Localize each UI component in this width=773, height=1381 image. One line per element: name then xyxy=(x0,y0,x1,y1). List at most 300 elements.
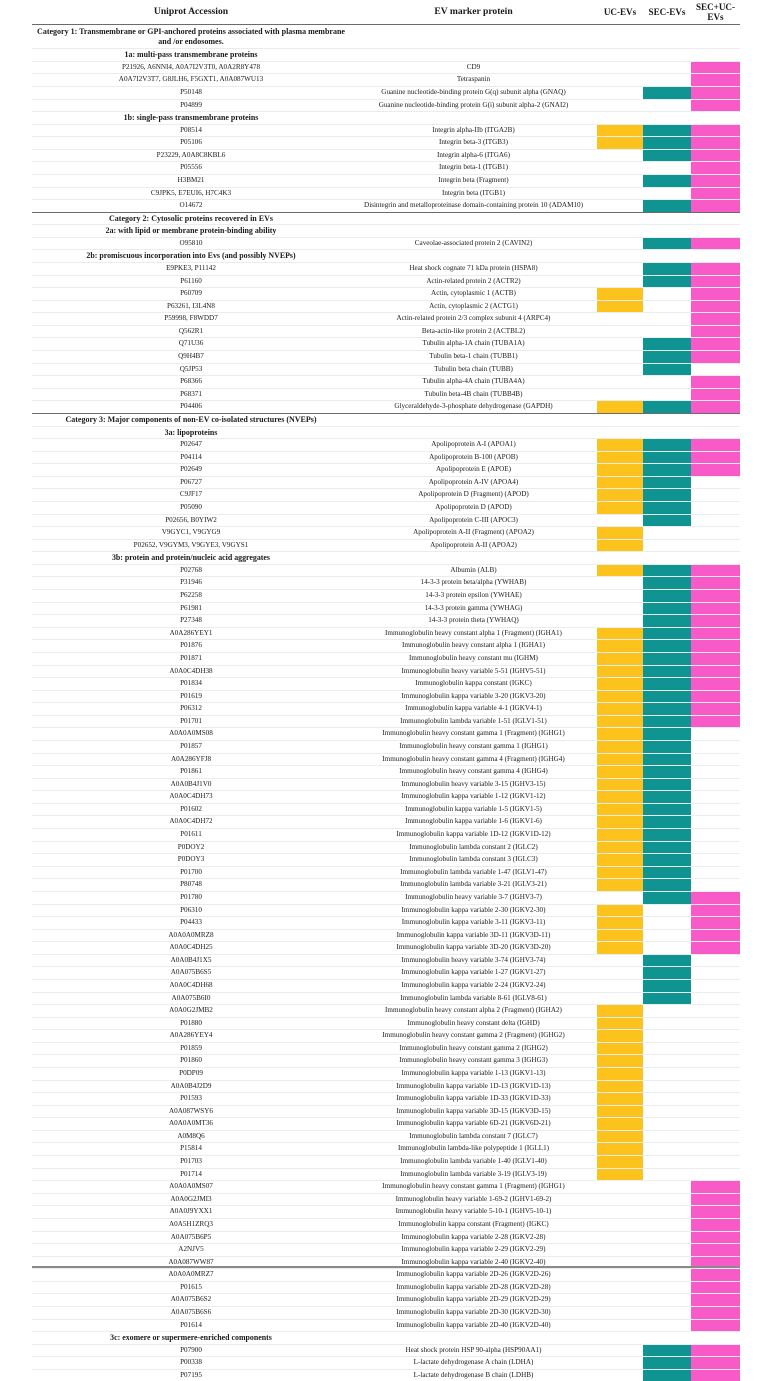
cell-sec-uc-evs-marker xyxy=(691,1319,740,1332)
cell-ev-marker-protein: Actin-related protein 2 (ACTR2) xyxy=(350,275,597,288)
cell-uniprot-accession: P02649 xyxy=(32,464,350,477)
cell-uc-evs-marker xyxy=(597,514,643,527)
cell-uniprot-accession: A0A0C4DH73 xyxy=(32,791,350,804)
cell-uniprot-accession: P27348 xyxy=(32,615,350,628)
cell-sec-uc-evs-marker xyxy=(691,99,740,112)
cell-uniprot-accession: A0A0B4J1V0 xyxy=(32,778,350,791)
table-row xyxy=(32,703,740,716)
cell-uc-evs-marker xyxy=(597,1042,643,1055)
cell-uc-evs-marker xyxy=(597,338,643,351)
cell-sec-uc-evs-marker xyxy=(691,879,740,892)
cell-ev-marker-protein: Immunoglobulin kappa variable 6D-21 (IGKV6D-21) xyxy=(350,1118,597,1131)
cell-ev-marker-protein: Immunoglobulin heavy constant gamma 2 (Fragment) (IGHG2) xyxy=(350,1030,597,1043)
cell-sec-uc-evs-marker xyxy=(691,137,740,150)
cell-sec-evs-marker xyxy=(643,413,691,426)
cell-ev-marker-protein: Immunoglobulin kappa variable 1-5 (IGKV1-5) xyxy=(350,803,597,816)
cell-uniprot-accession: A0A286YFJ8 xyxy=(32,753,350,766)
cell-uniprot-accession: P23229, A0A8C8KBL6 xyxy=(32,149,350,162)
table-row xyxy=(32,514,740,527)
cell-uniprot-accession: H3BM21 xyxy=(32,174,350,187)
cell-ev-marker-protein: Heat shock cognate 71 kDa protein (HSPA8) xyxy=(350,263,597,276)
table-row xyxy=(32,1294,740,1307)
cell-sec-uc-evs-marker xyxy=(691,514,740,527)
cell-ev-marker-protein: Apolipoprotein A-II (APOA2) xyxy=(350,539,597,552)
cell-ev-marker-protein: Immunoglobulin heavy constant delta (IGHD) xyxy=(350,1017,597,1030)
cell-sec-uc-evs-marker xyxy=(691,1181,740,1194)
cell-ev-marker-protein xyxy=(350,212,597,225)
cell-uc-evs-marker xyxy=(597,250,643,263)
table-row xyxy=(32,99,740,112)
cell-uc-evs-marker xyxy=(597,1093,643,1106)
cell-uc-evs-marker xyxy=(597,49,643,62)
cell-ev-marker-protein xyxy=(350,413,597,426)
table-row xyxy=(32,187,740,200)
cell-sec-uc-evs-marker xyxy=(691,1143,740,1156)
table-row xyxy=(32,313,740,326)
cell-sec-evs-marker xyxy=(643,363,691,376)
cell-ev-marker-protein: Immunoglobulin kappa variable 2D-40 (IGKV2D-40) xyxy=(350,1319,597,1332)
cell-sec-evs-marker xyxy=(643,1105,691,1118)
cell-uc-evs-marker xyxy=(597,1143,643,1156)
cell-sec-uc-evs-marker xyxy=(691,363,740,376)
subcategory-header-row xyxy=(32,426,740,439)
cell-uniprot-accession: A0A075B6S5 xyxy=(32,967,350,980)
cell-uc-evs-marker xyxy=(597,615,643,628)
cell-sec-uc-evs-marker xyxy=(691,250,740,263)
cell-sec-uc-evs-marker xyxy=(691,803,740,816)
cell-uc-evs-marker xyxy=(597,791,643,804)
cell-sec-evs-marker xyxy=(643,1181,691,1194)
cell-sec-uc-evs-marker xyxy=(691,275,740,288)
table-row xyxy=(32,1130,740,1143)
cell-ev-marker-protein xyxy=(350,49,597,62)
cell-sec-uc-evs-marker xyxy=(691,539,740,552)
table-row xyxy=(32,917,740,930)
cell-uc-evs-marker xyxy=(597,124,643,137)
cell-uc-evs-marker xyxy=(597,351,643,364)
cell-sec-evs-marker xyxy=(643,1068,691,1081)
cell-ev-marker-protein: Immunoglobulin kappa constant (IGKC) xyxy=(350,678,597,691)
cell-uniprot-accession: A0A0J9YXX1 xyxy=(32,1206,350,1219)
cell-sec-evs-marker xyxy=(643,1206,691,1219)
table-row xyxy=(32,174,740,187)
table-row xyxy=(32,376,740,389)
cell-sec-evs-marker xyxy=(643,1231,691,1244)
cell-uc-evs-marker xyxy=(597,627,643,640)
cell-uniprot-accession: A0A7I2V3T7, G8JLH6, F5GXT1, A0A087WU13 xyxy=(32,74,350,87)
cell-sec-evs-marker xyxy=(643,1281,691,1294)
table-row xyxy=(32,288,740,301)
table-row xyxy=(32,363,740,376)
table-row xyxy=(32,854,740,867)
cell-sec-evs-marker xyxy=(643,275,691,288)
table-row xyxy=(32,1030,740,1043)
table-row xyxy=(32,539,740,552)
cell-ev-marker-protein: 14-3-3 protein gamma (YWHAG) xyxy=(350,602,597,615)
cell-sec-evs-marker xyxy=(643,86,691,99)
cell-uniprot-accession: P01859 xyxy=(32,1042,350,1055)
cell-sec-evs-marker xyxy=(643,174,691,187)
cell-sec-evs-marker xyxy=(643,803,691,816)
cell-uc-evs-marker xyxy=(597,174,643,187)
cell-uc-evs-marker xyxy=(597,376,643,389)
cell-sec-evs-marker xyxy=(643,627,691,640)
table-row xyxy=(32,715,740,728)
cell-sec-evs-marker xyxy=(643,1130,691,1143)
cell-uniprot-accession: A0A0A0MRZ8 xyxy=(32,929,350,942)
cell-uc-evs-marker xyxy=(597,275,643,288)
cell-uc-evs-marker xyxy=(597,640,643,653)
cell-sec-uc-evs-marker xyxy=(691,388,740,401)
table-row xyxy=(32,388,740,401)
cell-sec-uc-evs-marker xyxy=(691,112,740,125)
cell-uniprot-accession: O95810 xyxy=(32,237,350,250)
cell-uniprot-accession: P05556 xyxy=(32,162,350,175)
cell-sec-uc-evs-marker xyxy=(691,942,740,955)
cell-sec-uc-evs-marker xyxy=(691,263,740,276)
cell-uc-evs-marker xyxy=(597,690,643,703)
cell-sec-evs-marker xyxy=(643,829,691,842)
table-row xyxy=(32,1068,740,1081)
table-row xyxy=(32,162,740,175)
cell-ev-marker-protein: Immunoglobulin lambda variable 8-61 (IGLV8-61) xyxy=(350,992,597,1005)
cell-uc-evs-marker xyxy=(597,1156,643,1169)
cell-uc-evs-marker xyxy=(597,99,643,112)
table-row xyxy=(32,401,740,414)
cell-uc-evs-marker xyxy=(597,917,643,930)
table-row xyxy=(32,967,740,980)
cell-sec-evs-marker xyxy=(643,690,691,703)
table-row xyxy=(32,351,740,364)
subcategory-header-row xyxy=(32,552,740,565)
cell-sec-evs-marker xyxy=(643,112,691,125)
cell-sec-uc-evs-marker xyxy=(691,351,740,364)
cell-sec-evs-marker xyxy=(643,137,691,150)
cell-ev-marker-protein: Immunoglobulin kappa variable 3D-20 (IGKV3D-20) xyxy=(350,942,597,955)
section-label: 3b: protein and protein/nucleic acid aggregates xyxy=(32,552,350,565)
cell-uniprot-accession: A0A0G2JMI3 xyxy=(32,1193,350,1206)
cell-uc-evs-marker xyxy=(597,86,643,99)
table-row xyxy=(32,263,740,276)
cell-sec-evs-marker xyxy=(643,388,691,401)
cell-sec-uc-evs-marker xyxy=(691,665,740,678)
cell-ev-marker-protein: Tubulin beta-1 chain (TUBB1) xyxy=(350,351,597,364)
cell-ev-marker-protein: Tubulin alpha-4A chain (TUBA4A) xyxy=(350,376,597,389)
cell-sec-evs-marker xyxy=(643,1143,691,1156)
cell-sec-uc-evs-marker xyxy=(691,602,740,615)
table-row xyxy=(32,237,740,250)
cell-ev-marker-protein: Immunoglobulin lambda variable 3-21 (IGLV3-21) xyxy=(350,879,597,892)
table-row xyxy=(32,325,740,338)
subcategory-header-row xyxy=(32,112,740,125)
cell-uniprot-accession: A0A0A0MT36 xyxy=(32,1118,350,1131)
table-row xyxy=(32,1118,740,1131)
cell-uniprot-accession: P01615 xyxy=(32,1281,350,1294)
column-header-ev-marker-protein: EV marker protein xyxy=(350,0,597,25)
cell-sec-evs-marker xyxy=(643,401,691,414)
cell-uc-evs-marker xyxy=(597,766,643,779)
section-label: Category 2: Cytosolic proteins recovered in EVs xyxy=(32,212,350,225)
column-header-uniprot-accession: Uniprot Accession xyxy=(32,0,350,25)
cell-uniprot-accession: A0A5H1ZRQ3 xyxy=(32,1218,350,1231)
table-row xyxy=(32,1218,740,1231)
cell-uc-evs-marker xyxy=(597,1332,643,1345)
cell-sec-uc-evs-marker xyxy=(691,1218,740,1231)
cell-uc-evs-marker xyxy=(597,879,643,892)
cell-sec-evs-marker xyxy=(643,577,691,590)
cell-ev-marker-protein: Immunoglobulin heavy variable 5-10-1 (IGHV5-10-1) xyxy=(350,1206,597,1219)
table-row xyxy=(32,640,740,653)
cell-sec-evs-marker xyxy=(643,841,691,854)
table-row xyxy=(32,1168,740,1181)
cell-ev-marker-protein xyxy=(350,552,597,565)
cell-uc-evs-marker xyxy=(597,678,643,691)
table-row xyxy=(32,690,740,703)
cell-sec-evs-marker xyxy=(643,1193,691,1206)
cell-sec-evs-marker xyxy=(643,1168,691,1181)
cell-sec-uc-evs-marker xyxy=(691,401,740,414)
cell-ev-marker-protein: Immunoglobulin kappa variable 3-20 (IGKV3-20) xyxy=(350,690,597,703)
cell-ev-marker-protein: Integrin alpha-6 (ITGA6) xyxy=(350,149,597,162)
cell-ev-marker-protein: Immunoglobulin heavy constant alpha 2 (Fragment) (IGHA2) xyxy=(350,1005,597,1018)
table-row xyxy=(32,1319,740,1332)
cell-uniprot-accession: P01834 xyxy=(32,678,350,691)
cell-uniprot-accession: A0A087WW87 xyxy=(32,1256,350,1269)
cell-uniprot-accession: P01871 xyxy=(32,652,350,665)
cell-uniprot-accession: A0A0B4J2D9 xyxy=(32,1080,350,1093)
cell-ev-marker-protein: Immunoglobulin lambda constant 3 (IGLC3) xyxy=(350,854,597,867)
cell-uc-evs-marker xyxy=(597,1030,643,1043)
cell-sec-uc-evs-marker xyxy=(691,1030,740,1043)
cell-uniprot-accession: E9PKE3, P11142 xyxy=(32,263,350,276)
cell-ev-marker-protein: Immunoglobulin lambda variable 1-51 (IGLV1-51) xyxy=(350,715,597,728)
cell-ev-marker-protein: Apolipoprotein B-100 (APOB) xyxy=(350,451,597,464)
cell-sec-evs-marker xyxy=(643,439,691,452)
cell-uniprot-accession: P80748 xyxy=(32,879,350,892)
cell-ev-marker-protein: Immunoglobulin kappa variable 2D-26 (IGKV2D-26) xyxy=(350,1269,597,1282)
cell-uniprot-accession: P07195 xyxy=(32,1369,350,1381)
cell-uc-evs-marker xyxy=(597,841,643,854)
table-row xyxy=(32,275,740,288)
column-header-sec-evs: SEC-EVs xyxy=(643,0,691,25)
cell-uc-evs-marker xyxy=(597,967,643,980)
table-row xyxy=(32,451,740,464)
cell-sec-evs-marker xyxy=(643,338,691,351)
table-row xyxy=(32,1055,740,1068)
cell-sec-evs-marker xyxy=(643,489,691,502)
cell-uniprot-accession: P01703 xyxy=(32,1156,350,1169)
cell-uc-evs-marker xyxy=(597,439,643,452)
cell-ev-marker-protein: Integrin beta-1 (ITGB1) xyxy=(350,162,597,175)
cell-sec-evs-marker xyxy=(643,715,691,728)
table-row xyxy=(32,1156,740,1169)
cell-sec-uc-evs-marker xyxy=(691,816,740,829)
cell-uniprot-accession: Q5JP53 xyxy=(32,363,350,376)
table-row xyxy=(32,1281,740,1294)
cell-uc-evs-marker xyxy=(597,313,643,326)
table-body xyxy=(32,25,740,1381)
cell-uniprot-accession: C9JF17 xyxy=(32,489,350,502)
category-header-row xyxy=(32,413,740,426)
cell-sec-uc-evs-marker xyxy=(691,489,740,502)
cell-ev-marker-protein: L-lactate dehydrogenase A chain (LDHA) xyxy=(350,1357,597,1370)
cell-sec-uc-evs-marker xyxy=(691,300,740,313)
cell-uc-evs-marker xyxy=(597,1369,643,1381)
cell-sec-uc-evs-marker xyxy=(691,552,740,565)
cell-sec-evs-marker xyxy=(643,288,691,301)
cell-uc-evs-marker xyxy=(597,61,643,74)
table-row xyxy=(32,1093,740,1106)
cell-uc-evs-marker xyxy=(597,1206,643,1219)
cell-sec-evs-marker xyxy=(643,1093,691,1106)
cell-ev-marker-protein: L-lactate dehydrogenase B chain (LDHB) xyxy=(350,1369,597,1381)
section-label: 3c: exomere or supermere-enriched components xyxy=(32,1332,350,1345)
cell-sec-uc-evs-marker xyxy=(691,1281,740,1294)
cell-sec-evs-marker xyxy=(643,678,691,691)
cell-ev-marker-protein: Immunoglobulin kappa variable 2-30 (IGKV2-30) xyxy=(350,904,597,917)
cell-ev-marker-protein: Integrin beta-3 (ITGB3) xyxy=(350,137,597,150)
table-row xyxy=(32,942,740,955)
cell-sec-evs-marker xyxy=(643,464,691,477)
cell-uniprot-accession: P01619 xyxy=(32,690,350,703)
cell-sec-uc-evs-marker xyxy=(691,61,740,74)
cell-ev-marker-protein xyxy=(350,250,597,263)
table-row xyxy=(32,891,740,904)
cell-sec-evs-marker xyxy=(643,1369,691,1381)
cell-ev-marker-protein xyxy=(350,25,597,49)
table-row xyxy=(32,476,740,489)
table-row xyxy=(32,728,740,741)
cell-sec-uc-evs-marker xyxy=(691,1118,740,1131)
cell-sec-evs-marker xyxy=(643,49,691,62)
cell-ev-marker-protein: Apolipoprotein E (APOE) xyxy=(350,464,597,477)
cell-ev-marker-protein: Immunoglobulin kappa variable 1-12 (IGKV1-12) xyxy=(350,791,597,804)
cell-sec-evs-marker xyxy=(643,891,691,904)
cell-ev-marker-protein: Heat shock protein HSP 90-alpha (HSP90AA1) xyxy=(350,1344,597,1357)
cell-uc-evs-marker xyxy=(597,225,643,238)
cell-sec-uc-evs-marker xyxy=(691,615,740,628)
table-row xyxy=(32,740,740,753)
cell-ev-marker-protein: Immunoglobulin kappa variable 2-29 (IGKV2-29) xyxy=(350,1244,597,1257)
cell-sec-evs-marker xyxy=(643,162,691,175)
cell-sec-evs-marker xyxy=(643,1307,691,1320)
cell-uniprot-accession: P04406 xyxy=(32,401,350,414)
cell-ev-marker-protein: Immunoglobulin kappa variable 2D-30 (IGKV2D-30) xyxy=(350,1307,597,1320)
cell-uniprot-accession: P08514 xyxy=(32,124,350,137)
cell-uniprot-accession: P21926, A6NNI4, A0A7I2V3T0, A0A2R8Y478 xyxy=(32,61,350,74)
cell-sec-uc-evs-marker xyxy=(691,979,740,992)
cell-uniprot-accession: P61981 xyxy=(32,602,350,615)
cell-ev-marker-protein: Integrin beta (ITGB1) xyxy=(350,187,597,200)
table-row xyxy=(32,829,740,842)
cell-sec-uc-evs-marker xyxy=(691,1231,740,1244)
cell-sec-evs-marker xyxy=(643,866,691,879)
cell-sec-evs-marker xyxy=(643,979,691,992)
cell-sec-uc-evs-marker xyxy=(691,527,740,540)
cell-sec-evs-marker xyxy=(643,250,691,263)
cell-uniprot-accession: P0DOY3 xyxy=(32,854,350,867)
cell-ev-marker-protein: Tubulin alpha-1A chain (TUBA1A) xyxy=(350,338,597,351)
category-header-row xyxy=(32,25,740,49)
cell-ev-marker-protein: Immunoglobulin kappa variable 4-1 (IGKV4-1) xyxy=(350,703,597,716)
cell-sec-uc-evs-marker xyxy=(691,627,740,640)
cell-ev-marker-protein: Apolipoprotein D (APOD) xyxy=(350,502,597,515)
cell-sec-evs-marker xyxy=(643,74,691,87)
section-label: 3a: lipoproteins xyxy=(32,426,350,439)
cell-uc-evs-marker xyxy=(597,854,643,867)
cell-sec-evs-marker xyxy=(643,728,691,741)
cell-ev-marker-protein: Immunoglobulin kappa variable 1-6 (IGKV1-6) xyxy=(350,816,597,829)
cell-sec-uc-evs-marker xyxy=(691,376,740,389)
cell-sec-uc-evs-marker xyxy=(691,149,740,162)
cell-sec-uc-evs-marker xyxy=(691,590,740,603)
cell-uniprot-accession: P01701 xyxy=(32,715,350,728)
cell-uc-evs-marker xyxy=(597,363,643,376)
cell-sec-evs-marker xyxy=(643,313,691,326)
cell-ev-marker-protein: Immunoglobulin heavy constant mu (IGHM) xyxy=(350,652,597,665)
cell-ev-marker-protein: Immunoglobulin kappa constant (Fragment) (IGKC) xyxy=(350,1218,597,1231)
cell-uc-evs-marker xyxy=(597,954,643,967)
cell-sec-evs-marker xyxy=(643,514,691,527)
cell-uc-evs-marker xyxy=(597,992,643,1005)
cell-sec-evs-marker xyxy=(643,1030,691,1043)
cell-uc-evs-marker xyxy=(597,1269,643,1282)
cell-ev-marker-protein: Immunoglobulin kappa variable 2-28 (IGKV2-28) xyxy=(350,1231,597,1244)
table-row xyxy=(32,652,740,665)
cell-sec-evs-marker xyxy=(643,590,691,603)
cell-ev-marker-protein: Immunoglobulin kappa variable 3D-15 (IGKV3D-15) xyxy=(350,1105,597,1118)
cell-sec-evs-marker xyxy=(643,1055,691,1068)
cell-sec-evs-marker xyxy=(643,954,691,967)
cell-sec-evs-marker xyxy=(643,300,691,313)
cell-sec-evs-marker xyxy=(643,992,691,1005)
cell-uniprot-accession: P01860 xyxy=(32,1055,350,1068)
cell-ev-marker-protein: Immunoglobulin kappa variable 2D-28 (IGKV2D-28) xyxy=(350,1281,597,1294)
cell-uniprot-accession: P04114 xyxy=(32,451,350,464)
cell-uniprot-accession: P61160 xyxy=(32,275,350,288)
cell-sec-uc-evs-marker xyxy=(691,187,740,200)
cell-uniprot-accession: A0A075B6P5 xyxy=(32,1231,350,1244)
cell-uniprot-accession: P15814 xyxy=(32,1143,350,1156)
cell-uc-evs-marker xyxy=(597,502,643,515)
cell-uc-evs-marker xyxy=(597,388,643,401)
cell-sec-evs-marker xyxy=(643,187,691,200)
cell-sec-uc-evs-marker xyxy=(691,992,740,1005)
cell-sec-evs-marker xyxy=(643,502,691,515)
cell-sec-evs-marker xyxy=(643,124,691,137)
cell-uc-evs-marker xyxy=(597,1307,643,1320)
cell-uniprot-accession: P00338 xyxy=(32,1357,350,1370)
cell-ev-marker-protein: 14-3-3 protein beta/alpha (YWHAB) xyxy=(350,577,597,590)
cell-ev-marker-protein: Immunoglobulin heavy variable 3-74 (IGHV3-74) xyxy=(350,954,597,967)
cell-uc-evs-marker xyxy=(597,1118,643,1131)
cell-sec-uc-evs-marker xyxy=(691,917,740,930)
cell-uc-evs-marker xyxy=(597,212,643,225)
table-row xyxy=(32,1181,740,1194)
subcategory-header-row xyxy=(32,250,740,263)
cell-sec-evs-marker xyxy=(643,791,691,804)
cell-sec-evs-marker xyxy=(643,25,691,49)
cell-sec-uc-evs-marker xyxy=(691,338,740,351)
cell-sec-uc-evs-marker xyxy=(691,564,740,577)
cell-sec-evs-marker xyxy=(643,552,691,565)
cell-uc-evs-marker xyxy=(597,753,643,766)
cell-uniprot-accession: P06727 xyxy=(32,476,350,489)
cell-uc-evs-marker xyxy=(597,25,643,49)
table-row xyxy=(32,1193,740,1206)
cell-ev-marker-protein: Integrin beta (Fragment) xyxy=(350,174,597,187)
cell-uc-evs-marker xyxy=(597,590,643,603)
